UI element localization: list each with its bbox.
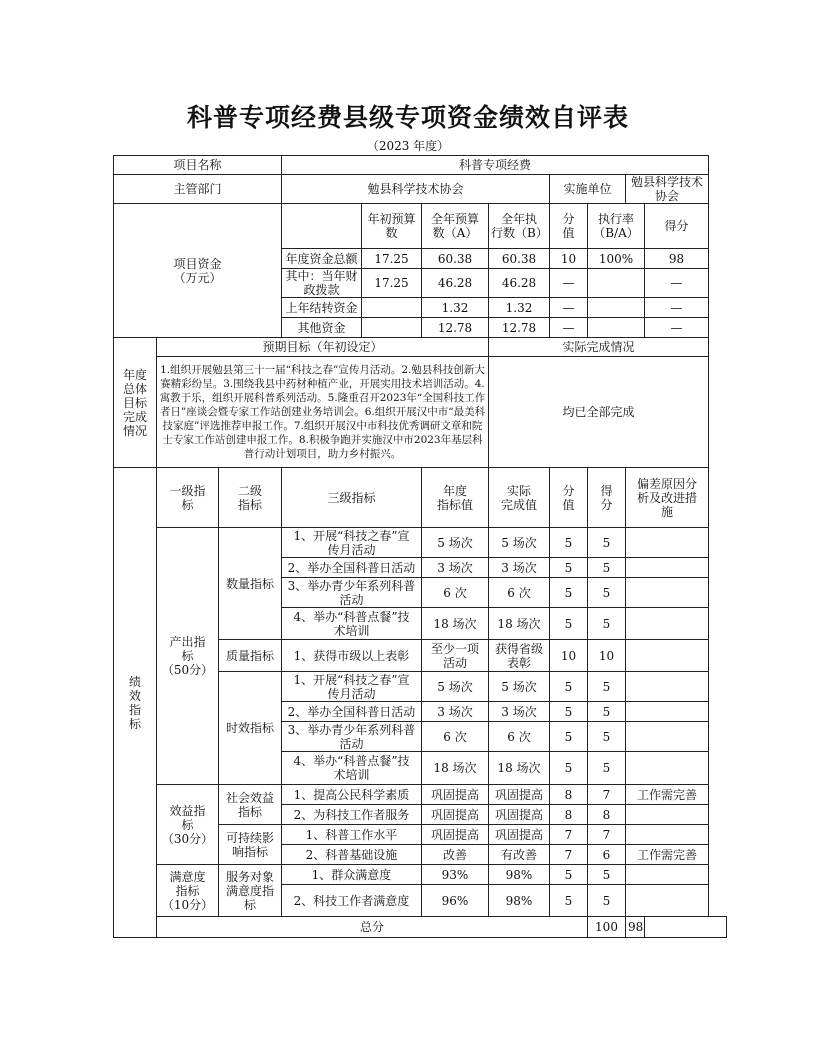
- satisfaction-indicators-label: [157, 865, 219, 917]
- col-level2: [219, 468, 282, 528]
- indicator-name-l2: 术培训: [333, 623, 370, 638]
- goals-header-row: [114, 338, 727, 357]
- funds-col-initial-l1: 年初预算: [367, 212, 416, 226]
- indicator-score: 5: [550, 608, 588, 640]
- indicator-deviation: 工作需完善: [626, 845, 709, 865]
- benefit-label-l2: 标: [181, 817, 194, 832]
- col-got-l2: 分: [600, 497, 613, 512]
- indicator-actual: 5 场次: [489, 528, 550, 558]
- indicator-target: 96%: [422, 885, 489, 917]
- actual-completion-header: 实际完成情况: [489, 338, 709, 357]
- indicator-actual: 有改善: [489, 845, 550, 865]
- goals-label: [114, 338, 157, 468]
- indicator-score: 5: [550, 752, 588, 785]
- indicator-score: 5: [550, 702, 588, 722]
- funds-row-label: 上年结转资金: [282, 298, 362, 318]
- funds-col-initial-l2: 数: [385, 226, 398, 240]
- funds-row-score: —: [550, 269, 588, 298]
- indicator-target: 巩固提高: [422, 805, 489, 825]
- indicator-name-l2: 传月活动: [327, 542, 376, 557]
- indicator-target-l1: 至少一项: [430, 641, 479, 656]
- document-year: （2023 年度）: [366, 139, 450, 153]
- indicator-score: 5: [550, 885, 588, 917]
- satis-label-l3: （10分）: [161, 897, 214, 912]
- indicator-deviation: [626, 578, 709, 608]
- col-level2-l2: 指标: [237, 497, 262, 512]
- funds-col-annual-l2: 数（A）: [432, 226, 478, 240]
- indicator-name: 1、科普工作水平: [282, 825, 422, 845]
- col-level1-l1: 一级指: [169, 483, 206, 498]
- output-label-l1: 产出指: [169, 635, 206, 649]
- satis-label-l2: 指标: [175, 883, 200, 898]
- indicator-name: 2、为科技工作者服务: [282, 805, 422, 825]
- funds-row-executed: 1.32: [489, 298, 550, 318]
- funds-col-annual: [422, 204, 489, 249]
- indicator-deviation: [626, 702, 709, 722]
- col-deviation-l1: 偏差原因分: [637, 476, 698, 491]
- indicator-name: 1、获得市级以上表彰: [282, 640, 422, 672]
- indicator-deviation: [626, 528, 709, 558]
- indicator-target: 6 次: [422, 722, 489, 752]
- indicator-score: 5: [550, 722, 588, 752]
- indicator-target: 6 次: [422, 578, 489, 608]
- quality-indicators-label: 质量指标: [219, 640, 282, 672]
- indicator-target: 5 场次: [422, 528, 489, 558]
- funds-col-annual-l1: 全年预算: [430, 212, 479, 226]
- dept-label: 主管部门: [114, 175, 282, 204]
- indicator-got: 5: [588, 885, 626, 917]
- funds-row-initial: [362, 318, 422, 338]
- funds-row-label: 其他资金: [282, 318, 362, 338]
- indicator-got: 6: [588, 845, 626, 865]
- indicator-deviation: 工作需完善: [626, 785, 709, 805]
- funds-row-label: 年度资金总额: [282, 249, 362, 269]
- funds-col-score: [550, 204, 588, 249]
- indicator-score: 7: [550, 825, 588, 845]
- funds-label-line1: 项目资金: [173, 256, 222, 271]
- indicator-got: 5: [588, 528, 626, 558]
- goals-label-line: 目标: [122, 395, 147, 410]
- impl-label: 实施单位: [550, 175, 626, 204]
- indicator-score: 8: [550, 785, 588, 805]
- indicator-deviation: [626, 865, 709, 885]
- funds-row-annual: 1.32: [422, 298, 489, 318]
- funds-label: [114, 204, 282, 338]
- indicator-name: [282, 752, 422, 785]
- actual-completion-text: 均已全部完成: [489, 357, 709, 468]
- indicator-header-row: [114, 468, 727, 528]
- benefit-label-l1: 效益指: [169, 803, 206, 818]
- funds-row-initial: [362, 298, 422, 318]
- indicator-name-l2: 术培训: [333, 768, 370, 782]
- indicator-name-l1: 4、举办“科普点餐”技: [293, 609, 410, 624]
- total-row: [114, 917, 727, 938]
- funds-label-line2: （万元）: [173, 270, 222, 285]
- indicator-row: [114, 528, 727, 558]
- indicator-target: 3 场次: [422, 558, 489, 578]
- funds-col-rate-l1: 执行率: [597, 212, 634, 226]
- col-target-l2: 指标值: [436, 497, 473, 512]
- indicator-got: 8: [588, 805, 626, 825]
- indicator-got: 5: [588, 752, 626, 785]
- funds-row-annual: 46.28: [422, 269, 489, 298]
- indicator-score: 5: [550, 865, 588, 885]
- indicator-actual-l1: 获得省级: [494, 641, 543, 656]
- funds-col-executed: [489, 204, 550, 249]
- funds-col-executed-l1: 全年执: [500, 212, 537, 226]
- goals-label-line: 总体: [122, 381, 147, 396]
- col-deviation-l2: 析及改进措: [637, 490, 698, 505]
- indicator-name: [282, 578, 422, 608]
- funds-row-rate: [588, 318, 645, 338]
- indicator-actual: [489, 640, 550, 672]
- sustain-label-l2: 响指标: [231, 844, 268, 859]
- indicator-actual: 3 场次: [489, 558, 550, 578]
- indicator-score: 5: [550, 558, 588, 578]
- indicator-got: 7: [588, 825, 626, 845]
- indicator-actual: 巩固提高: [489, 785, 550, 805]
- funds-row-executed: 46.28: [489, 269, 550, 298]
- evaluation-table: [113, 155, 727, 938]
- funds-row-rate: 100%: [588, 249, 645, 269]
- satis-label-l1: 满意度: [169, 869, 206, 884]
- indicator-target-l2: 活动: [442, 655, 467, 670]
- funds-row-annual: 12.78: [422, 318, 489, 338]
- indicator-score: 5: [550, 528, 588, 558]
- indicator-name: 2、科技工作者满意度: [282, 885, 422, 917]
- indicator-name: 2、举办全国科普日活动: [282, 558, 422, 578]
- impl-value: 勉县科学技术协会: [626, 175, 709, 204]
- funds-col-executed-l2: 行数（B）: [491, 226, 548, 240]
- performance-label-char: 效: [128, 688, 141, 703]
- indicator-name-l1: 4、举办“科普点餐”技: [293, 754, 410, 768]
- col-score: [550, 468, 588, 528]
- social-benefit-label: [219, 785, 282, 825]
- indicator-got: 5: [588, 578, 626, 608]
- total-label: 总分: [157, 917, 588, 938]
- indicator-deviation: [626, 558, 709, 578]
- funds-row-rate: [588, 269, 645, 298]
- benefit-label-l3: （30分）: [161, 831, 214, 846]
- indicator-actual: 98%: [489, 885, 550, 917]
- indicator-name-l1: 1、开展“科技之春”宣: [293, 672, 410, 687]
- goals-label-line: 情况: [122, 423, 147, 438]
- goals-label-line: 年度: [122, 367, 147, 382]
- indicator-deviation: [626, 722, 709, 752]
- funds-row-initial: 17.25: [362, 249, 422, 269]
- total-deviation: [645, 917, 727, 938]
- service-label-l3: 标: [243, 897, 256, 912]
- funds-col-score-l1: 分: [562, 212, 575, 226]
- social-label-l1: 社会效益: [225, 790, 274, 805]
- indicator-name: 2、科普基础设施: [282, 845, 422, 865]
- indicator-actual: 98%: [489, 865, 550, 885]
- indicator-name-l1: 3、举办青少年系列科普: [287, 578, 416, 593]
- indicator-actual: 6 次: [489, 722, 550, 752]
- funds-row-score: —: [550, 298, 588, 318]
- indicator-name: 2、举办全国科普日活动: [282, 702, 422, 722]
- performance-indicators-label: [114, 468, 157, 938]
- funds-row-executed: 60.38: [489, 249, 550, 269]
- indicator-score: 8: [550, 805, 588, 825]
- indicator-deviation: [626, 672, 709, 702]
- department-row: [114, 175, 727, 204]
- output-label-l2: 标: [181, 649, 194, 663]
- indicator-deviation: [626, 885, 709, 917]
- col-level2-l1: 二级: [237, 483, 262, 498]
- indicator-score: 5: [550, 672, 588, 702]
- dept-value: 勉县科学技术协会: [282, 175, 550, 204]
- indicator-actual: 18 场次: [489, 752, 550, 785]
- funds-blank-header: [282, 204, 362, 249]
- col-got-l1: 得: [600, 483, 613, 498]
- indicator-name-l2: 传月活动: [327, 686, 376, 701]
- total-got: 98: [626, 917, 645, 938]
- col-deviation-l3: 施: [661, 504, 674, 519]
- indicator-name: [282, 528, 422, 558]
- indicator-got: 5: [588, 558, 626, 578]
- expected-goals-text: 1.组织开展勉县第三十一届“科技之春”宣传月活动。2.勉县科技创新大赛精彩纷呈。3.围绕我县中药材种植产业，开展实用技术培训活动。4.寓教于乐，组织开展科普系列活动。5.隆重召开2023年“全国科技工作者日”座谈会暨专家工作站创建业务培训会。6.组织开展汉中市“最美科技家庭”评选推荐申报工作。7.组织开展汉中市科技优秀调研文章和院士专家工作站创建申报工作。8.积极争跑并实施汉中市2023年基层科普行动计划项目，助力乡村振兴。: [157, 357, 489, 468]
- funds-row-got: 98: [645, 249, 709, 269]
- performance-label-char: 绩: [128, 674, 141, 689]
- indicator-actual-l2: 表彰: [506, 655, 531, 670]
- service-label-l2: 满意度指: [225, 883, 274, 898]
- benefit-indicators-label: [157, 785, 219, 865]
- indicator-target: 改善: [422, 845, 489, 865]
- performance-label-char: 标: [128, 716, 141, 731]
- col-score-l2: 值: [562, 497, 575, 512]
- document-title: 科普专项经费县级专项资金绩效自评表: [186, 103, 629, 132]
- indicator-score: 10: [550, 640, 588, 672]
- indicator-row: [114, 785, 727, 805]
- project-name-value: 科普专项经费: [282, 156, 709, 175]
- indicator-actual: 3 场次: [489, 702, 550, 722]
- indicator-row: [114, 865, 727, 885]
- indicator-got: 5: [588, 722, 626, 752]
- indicator-actual: 18 场次: [489, 608, 550, 640]
- funds-col-score-l2: 值: [562, 226, 575, 240]
- col-target-l1: 年度: [442, 483, 467, 498]
- indicator-actual: 6 次: [489, 578, 550, 608]
- indicator-actual: 5 场次: [489, 672, 550, 702]
- col-level3: 三级指标: [282, 468, 422, 528]
- service-satisfaction-label: [219, 865, 282, 917]
- indicator-target: 93%: [422, 865, 489, 885]
- indicator-target: 18 场次: [422, 608, 489, 640]
- funds-row-score: —: [550, 318, 588, 338]
- indicator-target: 18 场次: [422, 752, 489, 785]
- indicator-deviation: [626, 640, 709, 672]
- indicator-name: [282, 672, 422, 702]
- funds-row-got: —: [645, 318, 709, 338]
- indicator-score: 7: [550, 845, 588, 865]
- funds-row-got: —: [645, 269, 709, 298]
- sustain-label-l1: 可持续影: [225, 830, 274, 845]
- funds-col-initial: [362, 204, 422, 249]
- indicator-deviation: [626, 825, 709, 845]
- social-label-l2: 指标: [237, 804, 262, 819]
- total-score: 100: [588, 917, 626, 938]
- indicator-name: 1、提高公民科学素质: [282, 785, 422, 805]
- col-target: [422, 468, 489, 528]
- indicator-target: [422, 640, 489, 672]
- indicator-got: 7: [588, 785, 626, 805]
- indicator-got: 5: [588, 672, 626, 702]
- funds-row-executed: 12.78: [489, 318, 550, 338]
- funds-row-score: 10: [550, 249, 588, 269]
- goals-label-line: 完成: [122, 409, 147, 424]
- indicator-got: 5: [588, 865, 626, 885]
- indicator-name-l1: 3、举办青少年系列科普: [287, 722, 416, 737]
- indicator-target: 巩固提高: [422, 785, 489, 805]
- sustainable-impact-label: [219, 825, 282, 865]
- project-name-label: 项目名称: [114, 156, 282, 175]
- funds-row-annual: 60.38: [422, 249, 489, 269]
- col-actual: [489, 468, 550, 528]
- service-label-l1: 服务对象: [225, 869, 274, 884]
- col-score-l1: 分: [562, 483, 575, 498]
- project-name-row: [114, 156, 727, 175]
- indicator-target: 巩固提高: [422, 825, 489, 845]
- goals-content-row: [114, 357, 727, 468]
- indicator-actual: 巩固提高: [489, 805, 550, 825]
- timeliness-indicators-label: 时效指标: [219, 672, 282, 785]
- output-indicators-label: [157, 528, 219, 785]
- col-level1-l2: 标: [181, 497, 194, 512]
- output-label-l3: （50分）: [161, 663, 214, 677]
- funds-row-initial: 17.25: [362, 269, 422, 298]
- expected-goals-header: 预期目标（年初设定）: [157, 338, 489, 357]
- indicator-target: 3 场次: [422, 702, 489, 722]
- indicator-name: [282, 608, 422, 640]
- col-actual-l1: 实际: [506, 483, 531, 498]
- funds-header-row: [114, 204, 727, 249]
- funds-row-rate: [588, 298, 645, 318]
- indicator-target: 5 场次: [422, 672, 489, 702]
- indicator-name-l1: 1、开展“科技之春”宣: [293, 528, 410, 543]
- funds-col-got: 得分: [645, 204, 709, 249]
- indicator-actual: 巩固提高: [489, 825, 550, 845]
- funds-row-label: 其中：当年财政拨款: [282, 269, 362, 298]
- funds-col-rate: [588, 204, 645, 249]
- col-got: [588, 468, 626, 528]
- col-level1: [157, 468, 219, 528]
- indicator-score: 5: [550, 578, 588, 608]
- funds-col-rate-l2: （B/A）: [593, 226, 639, 240]
- indicator-name-l2: 活动: [339, 736, 364, 751]
- indicator-name-l2: 活动: [339, 592, 364, 607]
- col-deviation: [626, 468, 709, 528]
- indicator-deviation: [626, 805, 709, 825]
- col-actual-l2: 完成值: [500, 497, 537, 512]
- indicator-name: [282, 722, 422, 752]
- indicator-got: 5: [588, 608, 626, 640]
- indicator-deviation: [626, 608, 709, 640]
- performance-label-char: 指: [128, 702, 141, 717]
- indicator-got: 10: [588, 640, 626, 672]
- indicator-name: 1、群众满意度: [282, 865, 422, 885]
- funds-row-got: —: [645, 298, 709, 318]
- indicator-deviation: [626, 752, 709, 785]
- quantity-indicators-label: 数量指标: [219, 528, 282, 640]
- indicator-got: 5: [588, 702, 626, 722]
